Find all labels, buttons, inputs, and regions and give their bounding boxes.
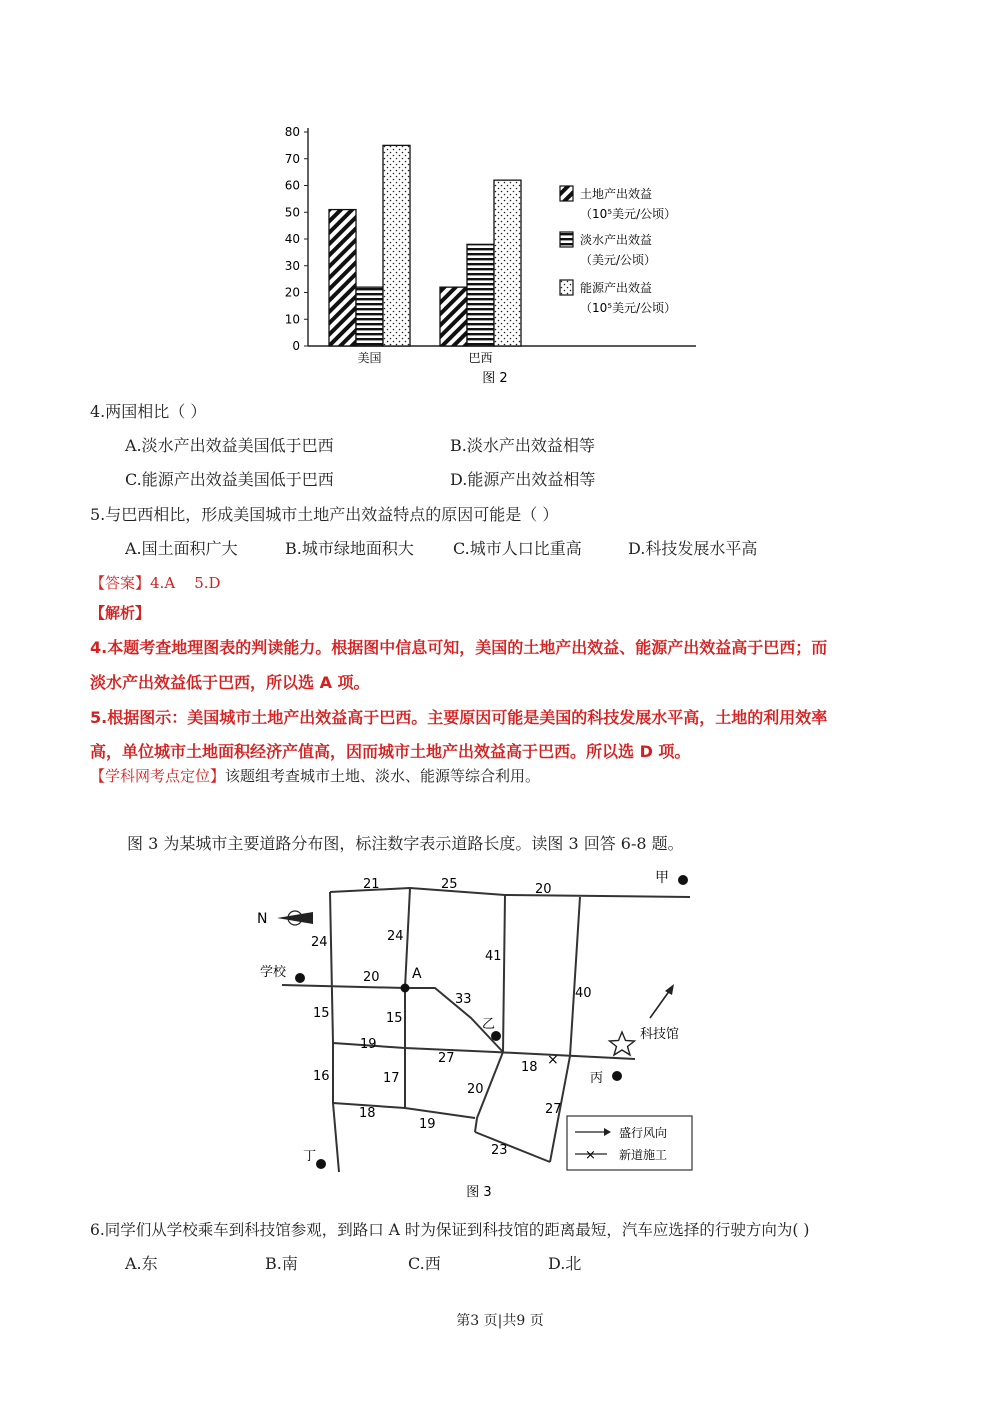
y-tick-label: 60 bbox=[284, 178, 300, 193]
answer-block bbox=[90, 572, 221, 593]
q5-option-a: A.国土面积广大 bbox=[125, 539, 238, 558]
category-label: 巴西 bbox=[468, 351, 493, 365]
north-arrow-icon bbox=[277, 911, 313, 925]
bar bbox=[383, 145, 410, 346]
place-ding-label: 丁 bbox=[303, 1149, 317, 1164]
place-school-dot bbox=[295, 973, 305, 983]
place-museum-label: 科技馆 bbox=[640, 1027, 680, 1042]
map-legend bbox=[567, 1116, 692, 1170]
place-a-dot bbox=[401, 984, 410, 993]
analysis-label: 【解析】 bbox=[90, 604, 151, 622]
legend-label: 能源产出效益 bbox=[580, 281, 653, 295]
q4-option-c: C.能源产出效益美国低于巴西 bbox=[125, 470, 334, 489]
length-label: 24 bbox=[311, 935, 328, 950]
map-caption: 图 3 bbox=[466, 1185, 492, 1200]
length-label: 18 bbox=[521, 1060, 538, 1075]
y-tick-label: 20 bbox=[284, 285, 300, 300]
length-label: 21 bbox=[363, 877, 380, 892]
road-top bbox=[330, 888, 690, 897]
length-label: 19 bbox=[419, 1117, 436, 1132]
y-tick-label: 30 bbox=[284, 258, 300, 273]
legend-construction-label: 新道施工 bbox=[619, 1148, 668, 1162]
page-footer: 第3 页|共9 页 bbox=[456, 1313, 544, 1329]
place-a-label: A bbox=[412, 966, 422, 982]
q5-stem: 5.与巴西相比，形成美国城市土地产出效益特点的原因可能是（ ） bbox=[90, 505, 559, 524]
q4-stem: 4.两国相比（ ） bbox=[90, 402, 207, 421]
y-tick-label: 50 bbox=[284, 205, 300, 220]
road-map bbox=[245, 860, 715, 1205]
legend-unit: （美元/公顷） bbox=[580, 253, 657, 267]
length-label: 27 bbox=[438, 1051, 455, 1066]
kaodian-text: 该题组考查城市土地、淡水、能源等综合利用。 bbox=[225, 767, 541, 785]
length-label: 18 bbox=[359, 1106, 376, 1121]
legend-swatch bbox=[560, 232, 573, 247]
north-label: N bbox=[257, 911, 268, 927]
legend-wind-label: 盛行风向 bbox=[619, 1126, 668, 1140]
bar-chart bbox=[260, 118, 720, 393]
bar bbox=[494, 180, 521, 346]
length-label: 33 bbox=[455, 992, 472, 1007]
legend-label: 土地产出效益 bbox=[580, 187, 653, 201]
kaodian-block bbox=[90, 766, 540, 786]
length-label: 16 bbox=[313, 1069, 330, 1084]
y-tick-label: 40 bbox=[284, 232, 300, 246]
length-label: 25 bbox=[441, 877, 458, 892]
q6-option-d: D.北 bbox=[548, 1254, 582, 1273]
place-jia-dot bbox=[678, 875, 688, 885]
bar bbox=[356, 287, 383, 346]
analysis-line-2: 淡水产出效益低于巴西，所以选 A 项。 bbox=[90, 673, 370, 692]
legend-unit: （10⁵美元/公顷） bbox=[580, 207, 677, 221]
place-yi-label: 乙 bbox=[482, 1017, 496, 1032]
analysis-line-3: 5.根据图示：美国城市土地产出效益高于巴西。主要原因可能是美国的科技发展水平高，土地的利用效率 bbox=[90, 708, 828, 727]
road-middle bbox=[333, 1043, 635, 1059]
road-a-vertical bbox=[405, 888, 410, 1108]
place-jia-label: 甲 bbox=[655, 870, 669, 886]
y-tick-label: 10 bbox=[284, 312, 300, 327]
legend-swatch bbox=[560, 186, 573, 201]
svg-text:×: × bbox=[585, 1148, 596, 1163]
analysis-line-4: 高，单位城市土地面积经济产值高，因而城市土地产出效益高于巴西。所以选 D 项。 bbox=[90, 742, 691, 761]
q6-option-c: C.西 bbox=[408, 1254, 441, 1273]
y-tick-label: 80 bbox=[284, 125, 300, 139]
length-label: 27 bbox=[545, 1102, 562, 1117]
bar bbox=[467, 244, 494, 346]
y-tick-label: 70 bbox=[284, 151, 300, 166]
length-label: 20 bbox=[467, 1082, 484, 1097]
q6-stem: 6.同学们从学校乘车到科技馆参观，到路口 A 时为保证到科技馆的距离最短，汽车应选择的行驶方向为( ) bbox=[90, 1221, 810, 1239]
length-label: 19 bbox=[360, 1037, 377, 1052]
length-label: 40 bbox=[575, 986, 592, 1001]
analysis-line-1: 4.本题考查地理图表的判读能力。根据图中信息可知，美国的土地产出效益、能源产出效益高于巴西；而 bbox=[90, 638, 828, 657]
q4-option-a: A.淡水产出效益美国低于巴西 bbox=[125, 436, 334, 455]
length-label: 24 bbox=[387, 929, 404, 944]
place-bing-label: 丙 bbox=[590, 1071, 604, 1086]
figure3-intro: 图 3 为某城市主要道路分布图，标注数字表示道路长度。读图 3 回答 6-8 题。 bbox=[127, 834, 684, 853]
road-school bbox=[282, 985, 405, 988]
length-label: 41 bbox=[485, 949, 502, 964]
place-school-label: 学校 bbox=[260, 965, 287, 980]
legend-label: 淡水产出效益 bbox=[580, 233, 653, 247]
wind-arrow-icon bbox=[650, 984, 674, 1018]
q4-option-d: D.能源产出效益相等 bbox=[450, 470, 596, 489]
museum-star-icon bbox=[610, 1032, 635, 1055]
bar bbox=[329, 210, 356, 346]
answer-label: 【答案】 bbox=[90, 574, 151, 592]
category-label: 美国 bbox=[357, 351, 382, 365]
road-left-vertical bbox=[330, 892, 339, 1172]
length-label: 20 bbox=[363, 970, 380, 985]
kaodian-label: 【学科网考点定位】 bbox=[90, 767, 226, 785]
road-41 bbox=[503, 895, 505, 1052]
legend-swatch bbox=[560, 280, 573, 295]
legend-unit: （10⁵美元/公顷） bbox=[580, 301, 677, 315]
place-ding-dot bbox=[316, 1159, 326, 1169]
length-label: 15 bbox=[313, 1006, 330, 1021]
place-bing-dot bbox=[612, 1071, 622, 1081]
q4-option-b: B.淡水产出效益相等 bbox=[450, 436, 595, 455]
answer-value: 4.A 5.D bbox=[150, 574, 221, 592]
length-label: 20 bbox=[535, 882, 552, 897]
q5-option-b: B.城市绿地面积大 bbox=[285, 539, 414, 558]
length-label: 17 bbox=[383, 1071, 400, 1086]
q6-option-b: B.南 bbox=[265, 1254, 298, 1273]
place-yi-dot bbox=[491, 1031, 501, 1041]
y-tick-label: 0 bbox=[292, 339, 300, 353]
q5-option-c: C.城市人口比重高 bbox=[453, 539, 582, 558]
road-23 bbox=[475, 1132, 550, 1162]
chart-caption: 图 2 bbox=[482, 371, 508, 386]
road-length-labels bbox=[311, 877, 592, 1158]
q6-option-a: A.东 bbox=[125, 1254, 158, 1273]
length-label: 23 bbox=[491, 1143, 508, 1158]
construction-marker: × bbox=[547, 1052, 559, 1068]
bar bbox=[440, 287, 467, 346]
q5-option-d: D.科技发展水平高 bbox=[628, 539, 758, 558]
length-label: 15 bbox=[386, 1011, 403, 1026]
